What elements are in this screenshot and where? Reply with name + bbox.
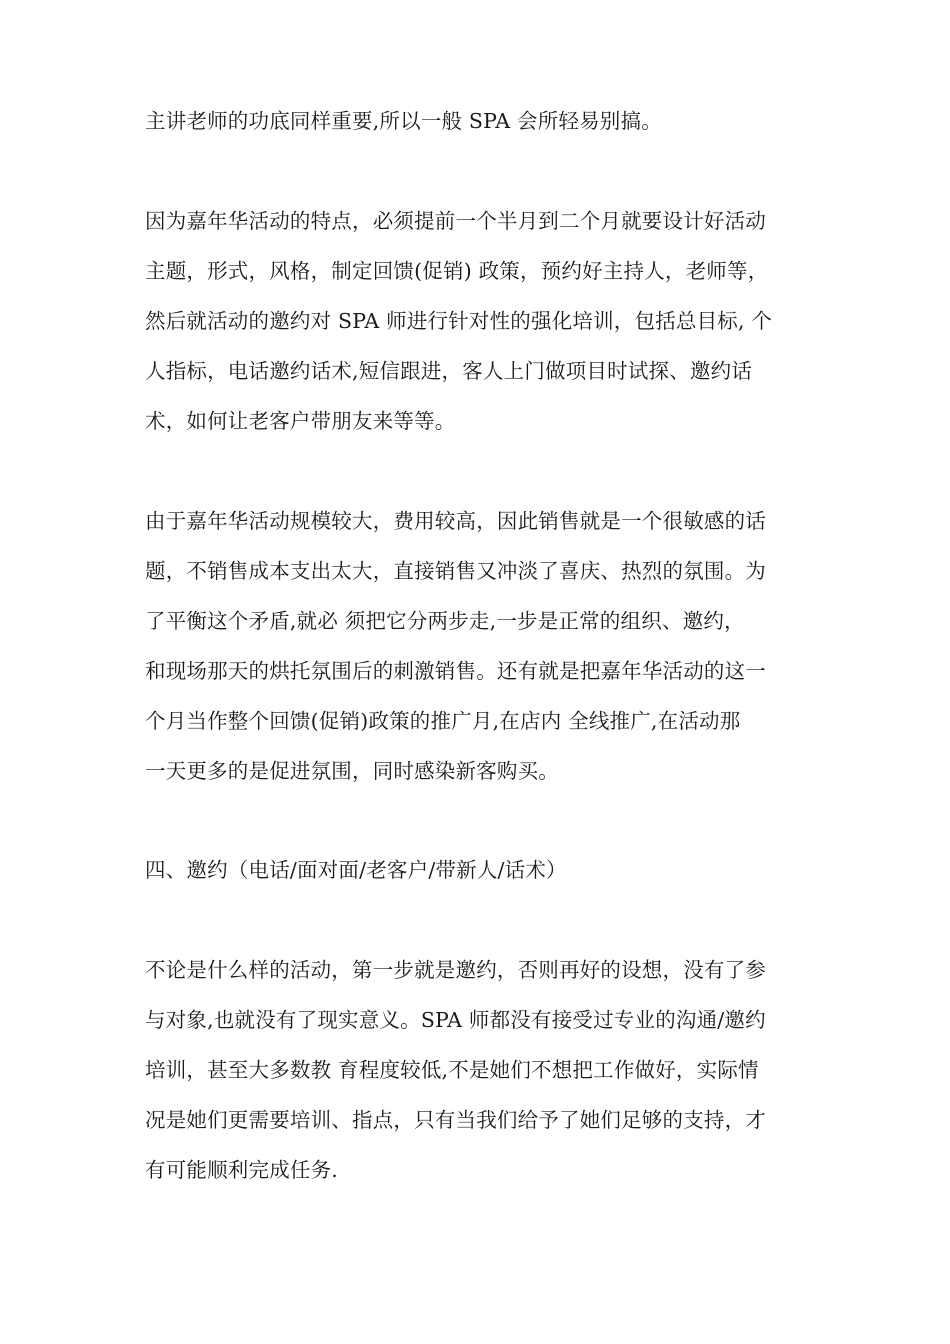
paragraph-5-line-3: 培训，甚至大多数教 育程度较低,不是她们不想把工作做好，实际情 [145,1058,759,1082]
paragraph-2-line-5: 术，如何让老客户带朋友来等等。 [145,409,456,433]
paragraph-2-line-2: 主题，形式，风格，制定回馈(促销) 政策，预约好主持人，老师等， [145,259,769,283]
paragraph-2-line-4: 人指标，电话邀约话术,短信跟进，客人上门做项目时试探、邀约话 [145,359,753,383]
paragraph-5-line-5: 有可能顺利完成任务. [145,1158,339,1182]
paragraph-5-line-1: 不论是什么样的活动，第一步就是邀约，否则再好的设想，没有了参 [145,958,766,982]
paragraph-2-line-1: 因为嘉年华活动的特点，必须提前一个半月到二个月就要设计好活动 [145,209,766,233]
paragraph-5-line-2: 与对象,也就没有了现实意义。SPA 师都没有接受过专业的沟通/邀约 [145,1008,766,1032]
paragraph-3-line-2: 题，不销售成本支出太大，直接销售又冲淡了喜庆、热烈的氛围。为 [145,559,766,583]
section-heading: 四、邀约（电话/面对面/老客户/带新人/话术） [145,858,567,882]
paragraph-5-line-4: 况是她们更需要培训、指点，只有当我们给予了她们足够的支持，才 [145,1108,766,1132]
paragraph-3-line-6: 一天更多的是促进氛围，同时感染新客购买。 [145,759,559,783]
paragraph-1-line-1: 主讲老师的功底同样重要,所以一般 SPA 会所轻易别搞。 [145,109,662,133]
paragraph-3-line-3: 了平衡这个矛盾,就必 须把它分两步走,一步是正常的组织、邀约， [145,609,745,633]
paragraph-3-line-1: 由于嘉年华活动规模较大，费用较高，因此销售就是一个很敏感的话 [145,509,766,533]
paragraph-3-line-4: 和现场那天的烘托氛围后的刺激销售。还有就是把嘉年华活动的这一 [145,659,766,683]
paragraph-3-line-5: 个月当作整个回馈(促销)政策的推广月,在店内 全线推广,在活动那 [145,709,741,733]
paragraph-2-line-3: 然后就活动的邀约对 SPA 师进行针对性的强化培训，包括总目标, 个 [145,309,773,333]
